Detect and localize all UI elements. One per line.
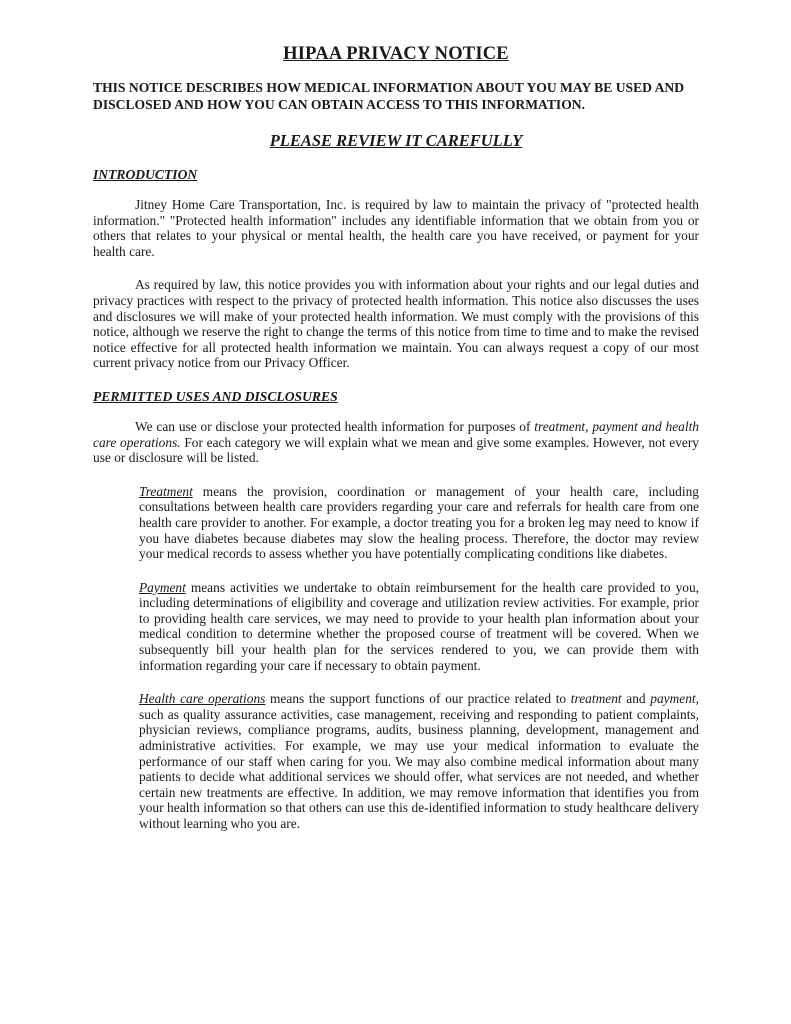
- permitted-uses-heading: PERMITTED USES AND DISCLOSURES: [93, 388, 338, 404]
- review-callout: PLEASE REVIEW IT CAREFULLY: [269, 131, 523, 150]
- payment-paragraph: [139, 580, 699, 674]
- introduction-paragraph-1: Jitney Home Care Transportation, Inc. is required by law to maintain the privacy of "protected health information." "Protected health information" includes any identifiable information that we obtain from you or others that relates to your physical or mental health, the health care you have received, or payment for your health care.: [93, 197, 699, 259]
- operations-text-b: and: [621, 691, 651, 707]
- operations-text-a: means the support functions of our practice related to: [265, 691, 571, 707]
- document-title: HIPAA PRIVACY NOTICE: [283, 44, 509, 64]
- treatment-term: Treatment: [139, 483, 193, 499]
- operations-term: Health care operations: [139, 691, 266, 707]
- introduction-paragraph-2: As required by law, this notice provides you with information about your rights and our legal duties and privacy practices with respect to the privacy of protected health information. This notice also discusses the uses and disclosures we will make of your protected health information. We must comply with the provisions of this notice, although we reserve the right to change the terms of this notice from time to time and to make the revised notice effective for all protected health information we maintain. You can always request a copy of our most current privacy notice from our Privacy Officer.: [93, 277, 699, 371]
- permitted-intro-text-b: For each category we will explain what we mean and give some examples. However, not every use or disclosure will be listed.: [93, 434, 699, 466]
- treatment-paragraph: [139, 484, 699, 562]
- permitted-intro-italic: treatment, payment and health care operations.: [93, 418, 699, 450]
- payment-term: Payment: [139, 579, 186, 595]
- notice-statement: THIS NOTICE DESCRIBES HOW MEDICAL INFORMATION ABOUT YOU MAY BE USED AND DISCLOSED AND HOW YOU CAN OBTAIN ACCESS TO THIS INFORMATION.: [93, 80, 685, 112]
- payment-text: means activities we undertake to obtain reimbursement for the health care provided to you, including determinations of eligibility and coverage and utilization review activities. For example, prior to providing health care services, we may need to provide to your health plan information about your medical condition to determine whether the proposed course of treatment will be covered. When we subsequently bill your health plan for the services rendered to you, we can provide them with information regarding your care if necessary to obtain payment.: [139, 579, 699, 673]
- treatment-text: means the provision, coordination or management of your health care, including consultations between health care providers regarding your care and referrals for health care from one health care provider to another. For example, a doctor treating you for a broken leg may need to know if you have diabetes because diabetes may slow the healing process. Therefore, the doctor may review your medical records to assess whether you have potentially complicating conditions like diabetes.: [139, 483, 699, 562]
- permitted-uses-intro: [93, 419, 699, 466]
- permitted-intro-text-a: We can use or disclose your protected health information for purposes of: [135, 418, 535, 434]
- operations-paragraph: [139, 691, 699, 831]
- operations-italic-treatment: treatment: [570, 691, 622, 707]
- operations-italic-payment: payment,: [650, 691, 699, 707]
- operations-text-c: such as quality assurance activities, case management, receiving and responding to patient complaints, physician reviews, compliance programs, audits, business planning, development, management and administrative activities. For example, we may use your medical information to evaluate the performance of our staff when caring for you. We may also combine medical information about many patients to decide what additional services we should offer, what services are not needed, and whether certain new treatments are effective. In addition, we may remove information that identifies you from your health information so that others can use this de-identified information to study healthcare delivery without learning who you are.: [139, 706, 699, 831]
- introduction-heading: INTRODUCTION: [93, 167, 198, 182]
- document-page: [93, 44, 699, 850]
